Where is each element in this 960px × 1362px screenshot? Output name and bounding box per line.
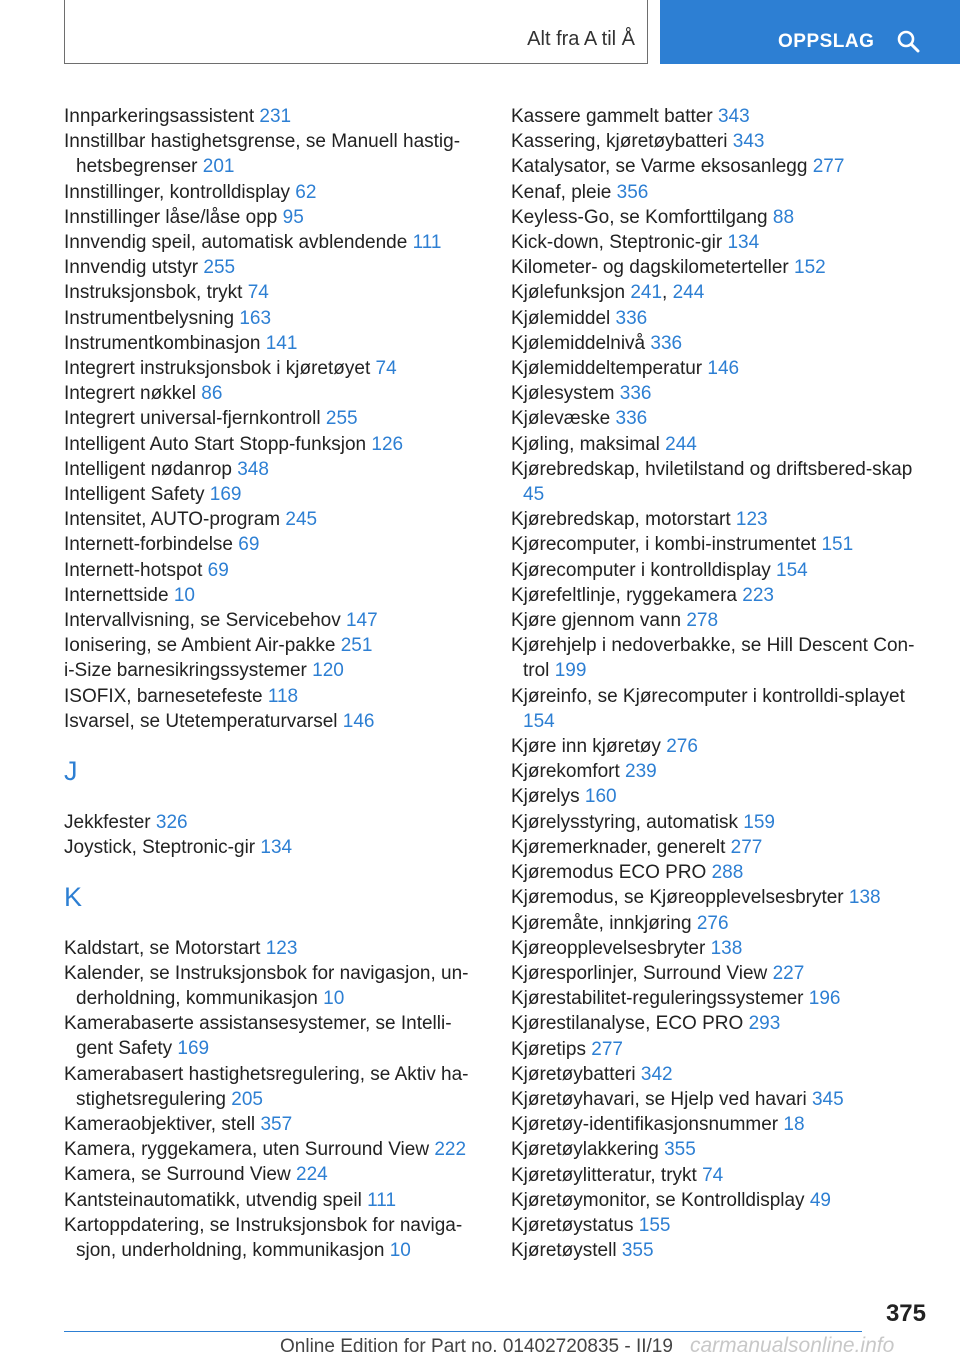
page-reference-link[interactable]: 356 bbox=[616, 181, 649, 203]
index-entry bbox=[511, 1238, 926, 1263]
page-reference-link[interactable]: 138 bbox=[710, 937, 743, 959]
index-entry-text: Kjøretøystatus bbox=[511, 1214, 634, 1236]
index-entry-text: Kjøretøybatteri bbox=[511, 1063, 636, 1085]
index-entry bbox=[511, 633, 926, 683]
index-entry-text: Jekkfester bbox=[64, 811, 151, 833]
index-entry-text: Kartoppdatering, se Instruksjonsbok for naviga-sjon, underholdning, kommunikasjon bbox=[64, 1214, 463, 1262]
index-entry bbox=[64, 205, 484, 230]
page-reference-link[interactable]: 326 bbox=[155, 811, 188, 833]
index-entry-text: Intelligent nødanrop bbox=[64, 458, 232, 480]
index-entry bbox=[511, 180, 926, 205]
page-reference-link[interactable]: 244 bbox=[665, 433, 697, 455]
page-reference-link[interactable]: 343 bbox=[732, 131, 765, 153]
page-reference-link[interactable]: 118 bbox=[267, 685, 299, 707]
page-reference-link[interactable]: 146 bbox=[707, 358, 740, 380]
page-reference-link[interactable]: 154 bbox=[776, 559, 808, 581]
index-entry-text: Kamerabaserte assistansesystemer, se Intelli-gent Safety bbox=[64, 1013, 452, 1060]
page-reference-link[interactable]: 276 bbox=[666, 736, 698, 758]
search-icon[interactable] bbox=[896, 29, 920, 53]
index-entry bbox=[64, 709, 484, 734]
index-entry-text: Kjørekomfort bbox=[511, 761, 620, 783]
index-entry bbox=[64, 406, 484, 431]
index-entry bbox=[64, 633, 484, 658]
index-entry bbox=[64, 331, 484, 356]
index-entry-text: i-Size barnesikringssystemer bbox=[64, 660, 307, 682]
index-entry-text: Kameraobjektiver, stell bbox=[64, 1114, 256, 1136]
page-reference-link[interactable]: 69 bbox=[207, 559, 229, 581]
index-entry bbox=[64, 1188, 484, 1213]
page-reference-link[interactable]: 10 bbox=[323, 988, 345, 1010]
index-entry bbox=[64, 936, 484, 961]
index-entry-text: Instrumentbelysning bbox=[64, 307, 235, 329]
index-entry bbox=[64, 810, 484, 835]
index-entry bbox=[511, 885, 926, 910]
page-reference-link[interactable]: 223 bbox=[742, 584, 774, 606]
index-entry-text: Kjølemiddeltemperatur bbox=[511, 358, 703, 380]
index-entry-text: Kjølevæske bbox=[511, 408, 611, 430]
index-entry bbox=[64, 961, 484, 1011]
page-number: 375 bbox=[885, 1300, 926, 1327]
index-entry bbox=[64, 482, 484, 507]
index-letter-heading: K bbox=[64, 882, 83, 913]
page-reference-link[interactable]: 227 bbox=[772, 962, 805, 984]
index-entry-text: Kjørecomputer i kontrolldisplay bbox=[511, 559, 771, 581]
page-reference-link[interactable]: 123 bbox=[265, 937, 298, 959]
index-entry-text: Integrert universal-fjernkontroll bbox=[64, 408, 321, 430]
index-entry-text: Intelligent Safety bbox=[64, 484, 205, 506]
page-reference-link[interactable]: 10 bbox=[173, 584, 195, 606]
index-entry-text: Kamera, ryggekamera, uten Surround View bbox=[64, 1139, 430, 1161]
index-entry-text: Kjøresporlinjer, Surround View bbox=[511, 962, 768, 984]
page-reference-link[interactable]: 111 bbox=[412, 232, 442, 254]
index-entry-text: Ionisering, se Ambient Air-pakke bbox=[64, 635, 336, 657]
index-entry bbox=[511, 331, 926, 356]
index-entry-text: Internett-hotspot bbox=[64, 559, 203, 581]
page-reference-link[interactable]: 111 bbox=[367, 1189, 397, 1211]
lookup-tab[interactable] bbox=[660, 0, 960, 64]
page-reference-link[interactable]: 45 bbox=[523, 484, 545, 506]
index-entry-text: Kjølemiddelnivå bbox=[511, 332, 646, 354]
index-entry-text: Joystick, Steptronic-gir bbox=[64, 836, 256, 858]
page-reference-link[interactable]: 357 bbox=[260, 1114, 293, 1136]
index-entry-text: Keyless-Go, se Komforttilgang bbox=[511, 206, 768, 228]
page-reference-link[interactable]: 239 bbox=[625, 761, 657, 783]
index-entry bbox=[64, 457, 484, 482]
page-reference-link[interactable]: 134 bbox=[727, 232, 760, 254]
index-entry bbox=[511, 356, 926, 381]
index-entry-text: Kjøre gjennom vann bbox=[511, 610, 682, 632]
index-entry bbox=[511, 1011, 926, 1036]
index-entry-text: Kjølesystem bbox=[511, 383, 615, 405]
index-entry bbox=[511, 1062, 926, 1087]
index-entry-text: Kjørestabilitet-reguleringssystemer bbox=[511, 988, 804, 1010]
index-entry-text: Kick-down, Steptronic-gir bbox=[511, 232, 723, 254]
index-entry bbox=[64, 356, 484, 381]
index-entry bbox=[64, 306, 484, 331]
page-reference-link[interactable]: 169 bbox=[209, 484, 242, 506]
page-reference-link[interactable]: 277 bbox=[730, 836, 763, 858]
index-entry bbox=[64, 608, 484, 633]
index-entry-text: Kjøling, maksimal bbox=[511, 433, 660, 455]
index-entry bbox=[64, 532, 484, 557]
index-entry bbox=[64, 558, 484, 583]
page-reference-link[interactable]: 255 bbox=[325, 408, 358, 430]
index-entry-text: Kjøreopplevelsesbryter bbox=[511, 937, 706, 959]
index-entry bbox=[511, 230, 926, 255]
index-entry bbox=[511, 532, 926, 557]
index-entry bbox=[511, 608, 926, 633]
index-entry bbox=[511, 154, 926, 179]
index-entry-text: Kalender, se Instruksjonsbok for navigasjon, un-derholdning, kommunikasjon bbox=[64, 962, 469, 1010]
index-entry bbox=[511, 1213, 926, 1238]
page-reference-link[interactable]: 355 bbox=[621, 1240, 654, 1262]
index-entry bbox=[64, 104, 484, 129]
page-reference-link[interactable]: 151 bbox=[821, 534, 854, 556]
page-reference-link[interactable]: 49 bbox=[809, 1189, 831, 1211]
index-entry-text: Kjørestilanalyse, ECO PRO bbox=[511, 1013, 744, 1035]
index-entry-text: ISOFIX, barnesetefeste bbox=[64, 685, 263, 707]
page-reference-link[interactable]: 241 bbox=[630, 282, 663, 304]
index-entry-text: Isvarsel, se Utetemperaturvarsel bbox=[64, 710, 338, 732]
index-entry bbox=[511, 583, 926, 608]
index-entry bbox=[64, 129, 484, 179]
page-reference-link[interactable]: 255 bbox=[203, 257, 236, 279]
index-entry-text: Kjølefunksjon bbox=[511, 282, 626, 304]
index-entry-text: Kamerabasert hastighetsregulering, se Aktiv ha-stighetsregulering bbox=[64, 1063, 469, 1110]
page-reference-link[interactable]: 277 bbox=[591, 1038, 623, 1060]
index-entry bbox=[64, 1137, 484, 1162]
page-reference-link[interactable]: 69 bbox=[238, 534, 260, 556]
index-entry-text: Internettside bbox=[64, 584, 169, 606]
index-column-right bbox=[511, 104, 926, 1263]
index-entry-text: Innvendig utstyr bbox=[64, 257, 199, 279]
section-title: Alt fra A til Å bbox=[527, 28, 635, 50]
index-entry bbox=[511, 1087, 926, 1112]
page-reference-link[interactable]: 154 bbox=[523, 710, 555, 732]
index-entry bbox=[511, 1163, 926, 1188]
index-entry-text: Kjøretøylitteratur, trykt bbox=[511, 1164, 697, 1186]
index-entry-text: Kjørebredskap, hviletilstand og driftsbered-skap bbox=[511, 458, 913, 480]
index-entry-text: Kjøremodus ECO PRO bbox=[511, 862, 707, 884]
index-entry bbox=[511, 381, 926, 406]
page-reference-link[interactable]: 293 bbox=[748, 1013, 781, 1035]
index-entry: Kjølefunksjon 241, 244 bbox=[511, 282, 705, 304]
index-entry bbox=[64, 1062, 484, 1112]
page-reference-link[interactable]: 345 bbox=[811, 1088, 844, 1110]
page-reference-link[interactable]: 10 bbox=[389, 1240, 411, 1262]
index-column-left bbox=[64, 104, 484, 1263]
index-entry bbox=[64, 1112, 484, 1137]
page-reference-link[interactable]: 160 bbox=[584, 786, 617, 808]
index-entry bbox=[511, 457, 926, 507]
index-entry bbox=[511, 961, 926, 986]
page-reference-link[interactable]: 222 bbox=[434, 1139, 467, 1161]
index-entry-text: Kenaf, pleie bbox=[511, 181, 612, 203]
section-tab bbox=[64, 0, 648, 64]
index-entry bbox=[511, 1137, 926, 1162]
index-entry-text: Kjøremåte, innkjøring bbox=[511, 912, 692, 934]
index-entry-text: Kjørebredskap, motorstart bbox=[511, 509, 731, 531]
index-entry bbox=[64, 1011, 484, 1061]
index-entry bbox=[511, 432, 926, 457]
index-entry-text: Kjørefeltlinje, ryggekamera bbox=[511, 584, 737, 606]
index-entry bbox=[64, 1162, 484, 1187]
index-entry-text: Kjøretøystell bbox=[511, 1240, 617, 1262]
page-reference-link[interactable]: 224 bbox=[296, 1164, 328, 1186]
index-entry bbox=[511, 129, 926, 154]
index-entry bbox=[511, 507, 926, 532]
index-entry bbox=[511, 255, 926, 280]
index-entry-text: Instruksjonsbok, trykt bbox=[64, 282, 243, 304]
index-entry bbox=[64, 583, 484, 608]
index-entry bbox=[511, 784, 926, 809]
page-reference-link[interactable]: 159 bbox=[743, 811, 775, 833]
index-entry bbox=[64, 1213, 484, 1263]
page-reference-link[interactable]: 138 bbox=[848, 887, 881, 909]
index-entry-text: Kaldstart, se Motorstart bbox=[64, 937, 261, 959]
index-entry bbox=[511, 1188, 926, 1213]
index-entry bbox=[511, 1037, 926, 1062]
index-entry-text: Innstillinger låse/låse opp bbox=[64, 206, 278, 228]
page-reference-link[interactable]: 134 bbox=[260, 836, 293, 858]
page-reference-link[interactable]: 120 bbox=[312, 660, 344, 682]
index-entry-text: Kassering, kjøretøybatteri bbox=[511, 131, 728, 153]
page-reference-link[interactable]: 277 bbox=[812, 156, 845, 178]
index-entry-text: Kjølemiddel bbox=[511, 307, 611, 329]
index-entry bbox=[511, 558, 926, 583]
page-reference-link[interactable]: 155 bbox=[638, 1214, 671, 1236]
page-reference-link[interactable]: 74 bbox=[702, 1164, 724, 1186]
index-entry bbox=[64, 280, 484, 305]
index-entry bbox=[511, 306, 926, 331]
index-entry-text: Kamera, se Surround View bbox=[64, 1164, 291, 1186]
index-entry-text: Kjørelys bbox=[511, 786, 580, 808]
page-reference-link[interactable]: 163 bbox=[239, 307, 272, 329]
page-reference-link[interactable]: 196 bbox=[808, 988, 841, 1010]
index-entry-text: Innstillinger, kontrolldisplay bbox=[64, 181, 291, 203]
index-entry-text: Integrert instruksjonsbok i kjøretøyet bbox=[64, 358, 371, 380]
index-entry bbox=[511, 860, 926, 885]
index-entry-text: Innvendig speil, automatisk avblendende bbox=[64, 232, 408, 254]
edition-footer: Online Edition for Part no. 01402720835 - II/19 bbox=[280, 1336, 673, 1357]
index-entry-text: Kantsteinautomatikk, utvendig speil bbox=[64, 1189, 362, 1211]
page-reference-link[interactable]: 336 bbox=[615, 307, 648, 329]
page-reference-link[interactable]: 348 bbox=[237, 458, 269, 480]
index-entry bbox=[511, 936, 926, 961]
page-reference-link[interactable]: 205 bbox=[231, 1088, 263, 1110]
index-entry-text: Kjørecomputer, i kombi-instrumentet bbox=[511, 534, 817, 556]
index-entry-text: Kjørelysstyring, automatisk bbox=[511, 811, 739, 833]
page-reference-link[interactable]: 199 bbox=[554, 660, 587, 682]
index-letter-heading: J bbox=[64, 756, 78, 787]
index-entry bbox=[64, 432, 484, 457]
page-reference-link[interactable]: 342 bbox=[640, 1063, 673, 1085]
index-entry bbox=[511, 684, 926, 734]
index-entry bbox=[511, 810, 926, 835]
page-reference-link[interactable]: 88 bbox=[772, 206, 795, 228]
index-entry bbox=[511, 734, 926, 759]
index-entry-text: Innparkeringsassistent bbox=[64, 106, 255, 127]
index-entry-text: Kjøretøy-identifikasjonsnummer bbox=[511, 1114, 779, 1136]
page-reference-link[interactable]: 201 bbox=[202, 156, 235, 178]
watermark: carmanualsonline.info bbox=[690, 1334, 895, 1357]
index-entry bbox=[511, 759, 926, 784]
index-entry bbox=[64, 507, 484, 532]
index-entry-text: Instrumentkombinasjon bbox=[64, 332, 261, 354]
index-entry-text: Integrert nøkkel bbox=[64, 383, 196, 405]
page-reference-link[interactable]: 343 bbox=[717, 106, 750, 127]
footer-divider bbox=[64, 1331, 862, 1332]
index-entry-text: Katalysator, se Varme eksosanlegg bbox=[511, 156, 808, 178]
index-entry-text: Kjøreinfo, se Kjørecomputer i kontrolldi-splayet bbox=[511, 685, 905, 707]
page-reference-link[interactable]: 74 bbox=[375, 358, 397, 380]
index-entry-text: Intelligent Auto Start Stopp-funksjon bbox=[64, 433, 367, 455]
index-entry bbox=[64, 180, 484, 205]
index-entry bbox=[511, 104, 926, 129]
page-reference-link[interactable]: 169 bbox=[177, 1038, 210, 1060]
index-entry bbox=[511, 205, 926, 230]
page-reference-link[interactable]: 123 bbox=[735, 509, 768, 531]
index-entry-text: Intervallvisning, se Servicebehov bbox=[64, 610, 341, 632]
page-reference-link[interactable]: 355 bbox=[664, 1139, 696, 1161]
index-entry bbox=[64, 684, 484, 709]
index-entry-text: Kjøretøyhavari, se Hjelp ved havari bbox=[511, 1088, 807, 1110]
page-reference-link[interactable]: 126 bbox=[371, 433, 404, 455]
index-entry bbox=[64, 255, 484, 280]
page-reference-link[interactable]: 147 bbox=[345, 610, 378, 632]
page-reference-link[interactable]: 146 bbox=[342, 710, 375, 732]
index-entry-text: Intensitet, AUTO-program bbox=[64, 509, 281, 531]
page-reference-link[interactable]: 336 bbox=[650, 332, 683, 354]
index-entry-text: Kjøretøymonitor, se Kontrolldisplay bbox=[511, 1189, 805, 1211]
page-reference-link[interactable]: 251 bbox=[340, 635, 373, 657]
index-entry-text: Internett-forbindelse bbox=[64, 534, 233, 556]
index-entry-text: Innstillbar hastighetsgrense, se Manuell hastig-hetsbegrenser bbox=[64, 131, 461, 178]
page-reference-link[interactable]: 244 bbox=[672, 282, 705, 304]
page-reference-link[interactable]: 141 bbox=[265, 332, 298, 354]
index-entry bbox=[511, 986, 926, 1011]
page-reference-link[interactable]: 276 bbox=[696, 912, 729, 934]
page-reference-link[interactable]: 231 bbox=[259, 106, 292, 127]
index-entry bbox=[64, 658, 484, 683]
index-entry bbox=[64, 835, 484, 860]
index-entry bbox=[64, 230, 484, 255]
page-reference-link[interactable]: 74 bbox=[247, 282, 269, 304]
index-entry-text: Kjøretips bbox=[511, 1038, 586, 1060]
page-reference-link[interactable]: 18 bbox=[783, 1114, 805, 1136]
page-reference-link[interactable]: 86 bbox=[201, 383, 223, 405]
index-entry-text: Kjøretøylakkering bbox=[511, 1139, 659, 1161]
index-entry-text: Kjøremerknader, generelt bbox=[511, 836, 726, 858]
page-reference-link[interactable]: 336 bbox=[619, 383, 652, 405]
index-entry-text: Kilometer- og dagskilometerteller bbox=[511, 257, 789, 279]
index-entry bbox=[511, 911, 926, 936]
index-entry bbox=[64, 381, 484, 406]
index-entry-text: Kjørehjelp i nedoverbakke, se Hill Descent Con-trol bbox=[511, 635, 915, 682]
index-entry bbox=[511, 406, 926, 431]
index-entry-text: Kjøre inn kjøretøy bbox=[511, 736, 661, 758]
page-reference-link[interactable]: 62 bbox=[295, 181, 317, 203]
page-reference-link[interactable]: 278 bbox=[686, 610, 719, 632]
index-entry-text: Kjøremodus, se Kjøreopplevelsesbryter bbox=[511, 887, 844, 909]
page-reference-link[interactable]: 288 bbox=[711, 862, 744, 884]
index-entry-text: Kassere gammelt batter bbox=[511, 106, 713, 127]
index-entry bbox=[511, 1112, 926, 1137]
page-reference-link[interactable]: 152 bbox=[794, 257, 826, 279]
page-reference-link[interactable]: 336 bbox=[615, 408, 648, 430]
index-entry bbox=[511, 835, 926, 860]
page-reference-link[interactable]: 245 bbox=[285, 509, 318, 531]
page-reference-link[interactable]: 95 bbox=[282, 206, 304, 228]
lookup-label: OPPSLAG bbox=[778, 31, 875, 52]
